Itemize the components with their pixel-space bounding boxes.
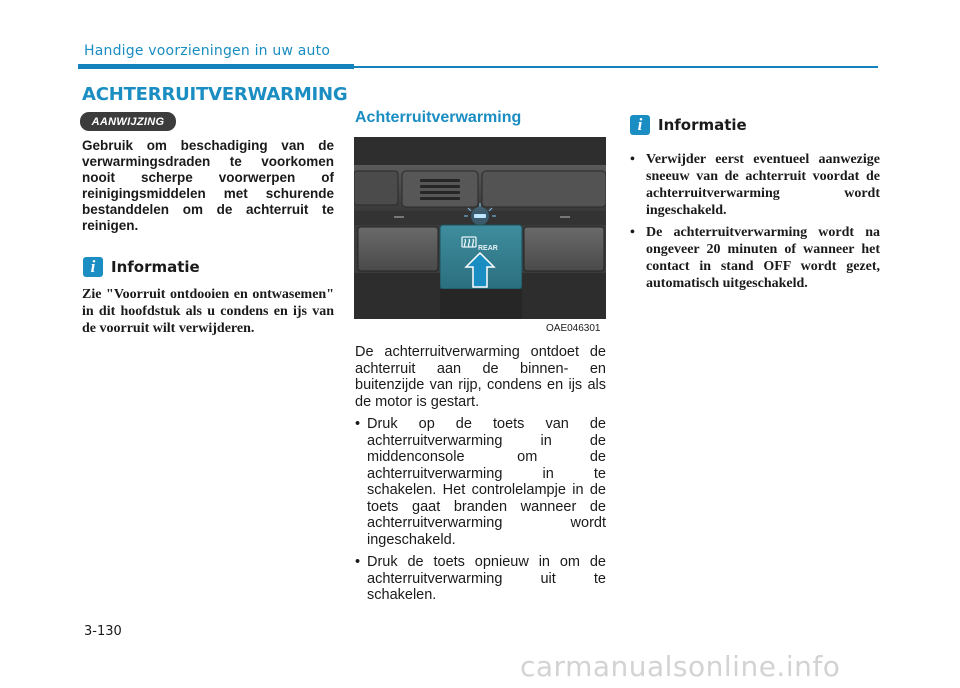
console-illustration	[354, 137, 606, 319]
info-icon: i	[630, 115, 650, 135]
body-text	[355, 344, 606, 610]
section-heading: Achterruitverwarming	[355, 109, 522, 126]
info-list-right	[630, 151, 880, 297]
info-header-left	[83, 257, 200, 277]
page-number: 3-130	[84, 624, 122, 639]
info-header-right	[630, 115, 747, 135]
info-title-left: Informatie	[111, 258, 200, 276]
list-item: • De achterruitverwarming wordt na ongeveer 20 minuten of wanneer het contact in stand OFF wordt gezet, automatisch uitgeschakeld.	[630, 224, 880, 292]
list-item: • Verwijder eerst eventueel aanwezige sneeuw van de achterruit voordat de achterruitverwarming wordt ingeschakeld.	[630, 151, 880, 219]
list-item: • Druk op de toets van de achterruitverwarming in de middenconsole om de achterruitverwarming in te schakelen. Het controlelampje in de toets gaat branden wanneer de achterruitverwarming wordt ingeschakeld.	[355, 416, 606, 548]
info-title-right: Informatie	[658, 116, 747, 134]
figure-code: OAE046301	[546, 323, 601, 334]
intro-paragraph: De achterruitverwarming ontdoet de achterruit aan de binnen- en buitenzijde van rijp, condens en ijs als de motor is gestart.	[355, 344, 606, 410]
header-rule	[354, 66, 878, 68]
list-item: • Druk de toets opnieuw in om de achterruitverwarming uit te schakelen.	[355, 554, 606, 604]
section-title: Handige voorzieningen in uw auto	[84, 43, 331, 59]
info-icon: i	[83, 257, 103, 277]
rear-button-label: REAR	[478, 245, 498, 252]
page-title: ACHTERRUITVERWARMING	[82, 84, 348, 105]
header-bar	[78, 64, 354, 69]
info-text-left: Zie "Voorruit ontdooien en ontwasemen" in dit hoofdstuk als u condens en ijs van de voorruit wilt verwijderen.	[82, 287, 334, 336]
warning-text: Gebruik om beschadiging van de verwarmingsdraden te voorkomen nooit scherpe voorwerpen of reinigingsmiddelen met schurende bestanddelen om de achterruit te reinigen.	[82, 138, 334, 233]
instruction-list	[355, 416, 606, 604]
watermark: carmanualsonline.info	[520, 650, 841, 683]
console-figure	[354, 137, 606, 319]
warning-badge: AANWIJZING	[80, 112, 176, 131]
